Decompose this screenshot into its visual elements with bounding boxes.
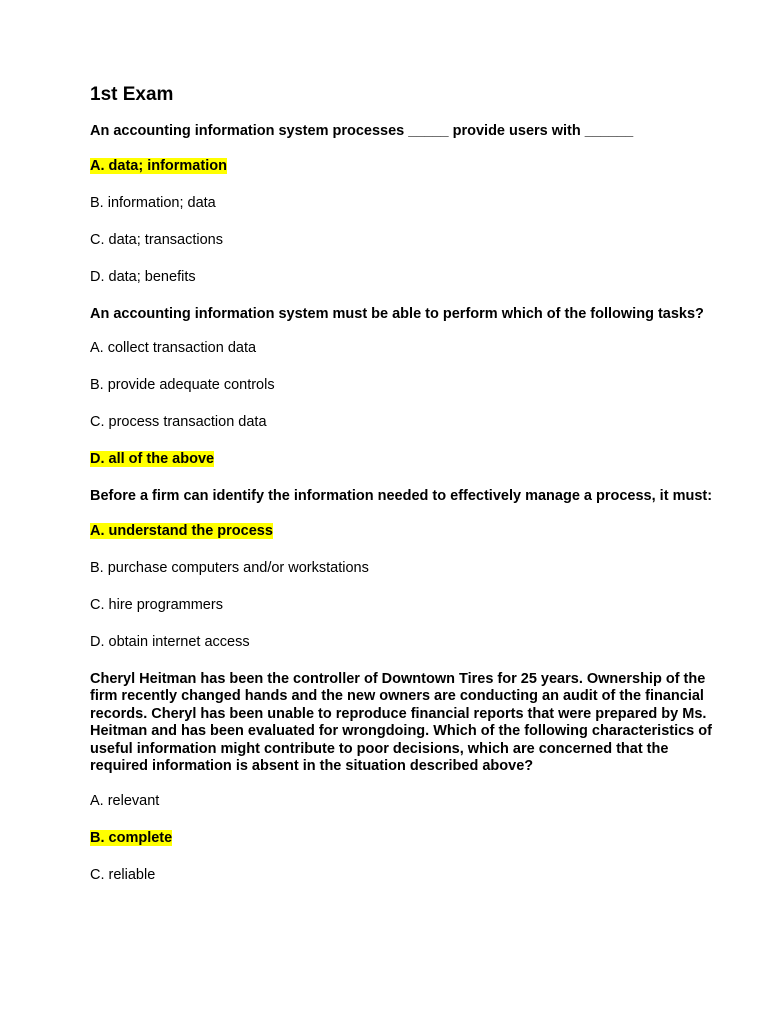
answer-option xyxy=(90,195,720,213)
answer-option-label: A. collect transaction data xyxy=(90,340,257,356)
answer-option-label: A. relevant xyxy=(90,792,160,809)
answer-option-label: B. information; data xyxy=(90,194,216,211)
answer-option-label: B. complete xyxy=(90,829,173,846)
answer-option xyxy=(90,867,720,885)
answer-option-label: C. reliable xyxy=(90,866,156,883)
question-text: An accounting information system processes _____ provide users with ______ xyxy=(90,123,634,139)
answer-option-correct xyxy=(90,158,720,176)
answer-option xyxy=(90,340,720,358)
answer-option-label: D. all of the above xyxy=(90,451,215,467)
page-title: 1st Exam xyxy=(90,84,174,105)
question-group-3 xyxy=(90,488,720,651)
answer-option-label: C. hire programmers xyxy=(90,596,223,613)
answer-option-label: B. purchase computers and/or workstations xyxy=(90,559,369,576)
answer-option xyxy=(90,377,720,395)
answer-option-label: B. provide adequate controls xyxy=(90,377,275,393)
answer-option-label: D. data; benefits xyxy=(90,268,196,285)
answer-option-label: A. data; information xyxy=(90,157,227,174)
question-group-1 xyxy=(90,123,720,286)
question-group-2 xyxy=(90,306,720,469)
answer-option-correct xyxy=(90,451,720,469)
answer-option xyxy=(90,634,720,652)
answer-option-label: D. obtain internet access xyxy=(90,633,250,650)
answer-option xyxy=(90,414,720,432)
answer-option-label: C. data; transactions xyxy=(90,231,223,248)
answer-option-label: A. understand the process xyxy=(90,522,273,539)
question-text: An accounting information system must be able to perform which of the following tasks? xyxy=(90,305,704,322)
question-group-4 xyxy=(90,671,720,885)
answer-option-correct xyxy=(90,830,720,848)
answer-option xyxy=(90,597,720,615)
question-text: Before a firm can identify the information needed to effectively manage a process, it must: xyxy=(90,488,713,504)
exam-page xyxy=(90,84,720,904)
answer-option-label: C. process transaction data xyxy=(90,414,267,430)
answer-option xyxy=(90,793,720,811)
answer-option-correct xyxy=(90,523,720,541)
answer-option xyxy=(90,269,720,287)
question-text: Cheryl Heitman has been the controller of Downtown Tires for 25 years. Ownership of the firm recently changed hands and the new owners are conducting an audit of the financial records. Cheryl has been unable to reproduce financial reports that were prepared by Ms. Heitman and has been evaluated for wrongdoing. Which of the following characteristics of useful information might contribute to poor decisions, which are concerned that the required information is absent in the situation described above? xyxy=(90,670,712,774)
answer-option xyxy=(90,560,720,578)
answer-option xyxy=(90,232,720,250)
